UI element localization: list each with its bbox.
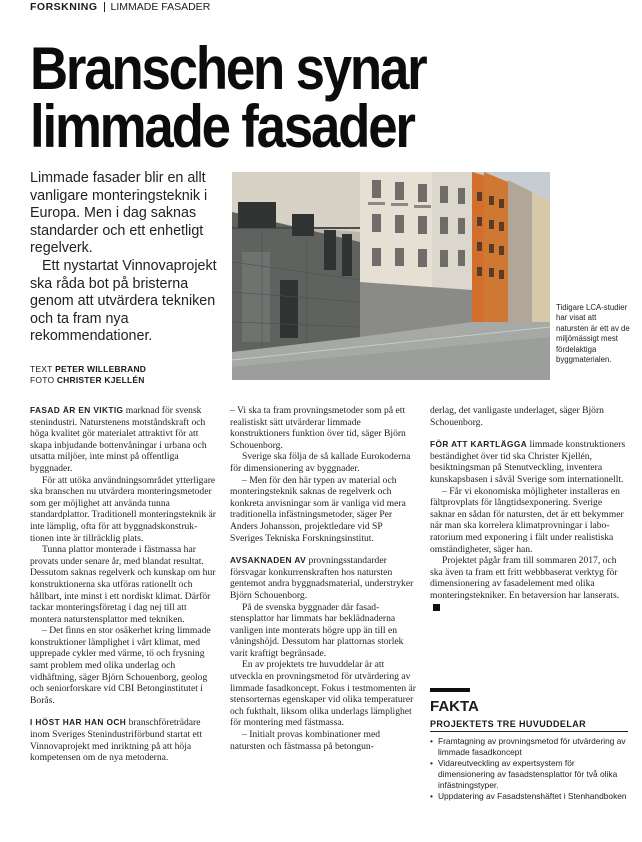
body-paragraph: Tunna plattor monterade i fästmassa har provats under senare år, med blandat resultat. Dessutom saknas regelverk och kunskap om hur konstruktionerna ska utföras rationellt och hållbart, inte minst i ett nordiskt klimat. Därför tackar monteringsföretag i dag nej till att montera naturstensplattor med tekniken. — [30, 544, 216, 625]
fact-list-item: • Uppdatering av Fasadstenshäftet i Stenhandboken — [430, 791, 628, 802]
fact-box-rule — [430, 688, 470, 692]
fact-box — [430, 688, 628, 803]
body-paragraph — [430, 439, 626, 485]
body-paragraph: – Får vi ekonomiska möjligheter installeras en fältprovplats för långtidsexponering. Sverige saknar en sådan för natursten, det är ett bekymmer när man ska korrelera klimatprovningar i laboratorium med exponering i fält under realistiska omständigheter, säger han. — [430, 485, 624, 555]
byline — [30, 364, 228, 386]
paragraph-text: limmade konstruktioners beständighet över tid ska Christer Kjellén, besiktningsman på Stenutveckling, inventera kunskapsbasen i såväl Sverige som internationellt. — [430, 439, 626, 485]
body-paragraph: En av projektets tre huvuddelar är att utveckla en provningsmetod för utvärdering av limmade fasadkoncept. Fokus i testmomenten är stensorternas egenskaper vid olika temperaturer och fukthalt, liksom olika underlags lämplighet för montering med fästmassa. — [230, 659, 416, 729]
paragraph-lead-in: FÖR ATT KARTLÄGGA — [430, 439, 528, 450]
fact-list — [430, 736, 628, 803]
topic-label: LIMMADE FASADER — [110, 1, 211, 13]
body-paragraph: derlag, det vanligaste underlaget, säger Björn Schouenborg. — [430, 405, 604, 428]
fact-box-subtitle: PROJEKTETS TRE HUVUDDELAR — [430, 719, 587, 729]
body-paragraph — [230, 555, 416, 601]
text-credit — [30, 364, 228, 375]
section-header — [30, 0, 210, 14]
lede — [30, 170, 228, 346]
fact-box-divider — [430, 731, 628, 732]
body-paragraph: För att utöka användningsområdet ytterligare ska branschen nu utvärdera monteringsmetoder som ger möjlighet att använda tunna standardplattor. Traditionell monteringsteknik är inte lämplig, ofta för att byggnadskonstruktionen inte är tillräcklig plats. — [30, 474, 216, 544]
text-credit-name: PETER WILLEBRAND — [55, 364, 147, 374]
paragraph-text: branschföreträdare inom Sveriges Stenindustriförbund startat ett Vinnovaprojekt med inriktning på att höja kompetensen om de nya metoderna. — [30, 717, 203, 764]
text-credit-label: TEXT — [30, 364, 53, 374]
paragraph-text: Projektet pågår fram till sommaren 2017, och ska även ta fram ett fritt webbbaserat verktyg för dimensionering av fasadelement med olika monteringstekniker. En betaversion har lanserats. — [430, 555, 620, 601]
lede-paragraph-1: Limmade fasader blir en allt vanligare monteringsteknik i Europa. Men i dag saknas standarder och ett enhetligt regelverk. — [30, 170, 208, 257]
headline — [30, 35, 558, 160]
header-divider — [104, 2, 105, 12]
street-facade-photo — [232, 172, 550, 380]
lede-paragraph-2: Ett nystartat Vinnovaprojekt ska råda bot på bristerna genom att utvärdera tekniken och ta fram nya rekommendationer. — [30, 257, 217, 345]
paragraph-text: provningsstandarder försvagar konkurrenskraften hos natursten gentemot andra byggnadsmaterial, understryker Björn Schouenborg. — [230, 555, 414, 601]
body-paragraph — [430, 555, 626, 613]
body-column-2 — [230, 405, 416, 752]
paragraph-lead-in: AVSAKNADEN AV — [230, 555, 307, 566]
photo-credit — [30, 375, 228, 386]
paragraph-text: marknad för svensk stenindustri. Naturstenens motståndskraft och höga kvalitet gör materialet attraktivt för att skapa inbjudande bottenvåningar i urbana och utsatta miljöer, inte minst på offentliga byggnader. — [30, 405, 207, 474]
fact-list-item: • Framtagning av provningsmetod för utvärdering av limmade fasadkoncept — [430, 736, 628, 758]
headline-line-2: limmade fasader — [30, 93, 414, 160]
photo-caption: Tidigare LCA-studier har visat att natursten är ett av de miljömässigt mest fördelaktiga byggmaterialen. — [556, 303, 630, 365]
headline-line-1: Branschen synar — [30, 35, 426, 102]
body-paragraph: – Men för den här typen av material och monteringsteknik saknas de regelverk och konkreta anvisningar som är vanliga vid mera traditionella infästningsmetoder, säger Per Anders Johansson, projektledare vid SP Sveriges Tekniska Forskningsinstitut. — [230, 474, 406, 544]
body-paragraph: – Vi ska ta fram provningsmetoder som på ett realistiskt sätt utvärderar limmade konstruktioners funktion över tid, säger Björn Schouenborg. — [230, 405, 406, 451]
fact-list-item: • Vidareutveckling av expertsystem för dimensionering av fasadstensplattor för två olika infästningstyper. — [430, 758, 628, 791]
section-label: FORSKNING — [30, 1, 98, 13]
photo-credit-label: FOTO — [30, 375, 55, 385]
photo-credit-name: CHRISTER KJELLÉN — [56, 375, 145, 385]
body-column-1 — [30, 405, 216, 764]
body-paragraph: – Initialt provas kombinationer med natursten och fästmassa på betongun- — [230, 729, 381, 752]
paragraph-lead-in: FASAD ÄR EN VIKTIG — [30, 405, 124, 415]
body-column-3 — [430, 405, 626, 613]
body-paragraph — [30, 717, 216, 763]
fact-box-title: FAKTA — [430, 698, 479, 715]
body-paragraph: – Det finns en stor osäkerhet kring limmade konstruktioner lämplighet i vårt klimat, med upprepade cykler med värme, tö och frysning samt problem med olika underlag och vidhäftning, säger Björn Schouenborg, geolog och seniorforskare vid CBI Betonginstitutet i Borås. — [30, 625, 211, 706]
body-paragraph: På de svenska byggnader där fasadstensplattor har limmats har beklädnaderna vanligen inte monterats högre upp än till en våningshöjd. Dessutom har plattornas storlek varit kraftigt begränsade. — [230, 601, 404, 659]
body-paragraph — [30, 405, 216, 475]
end-mark-icon — [433, 604, 440, 611]
body-paragraph: Sverige ska följa de så kallade Eurokoderna för dimensionering av byggnader. — [230, 451, 411, 474]
paragraph-lead-in: I HÖST HAR HAN OCH — [30, 717, 127, 728]
